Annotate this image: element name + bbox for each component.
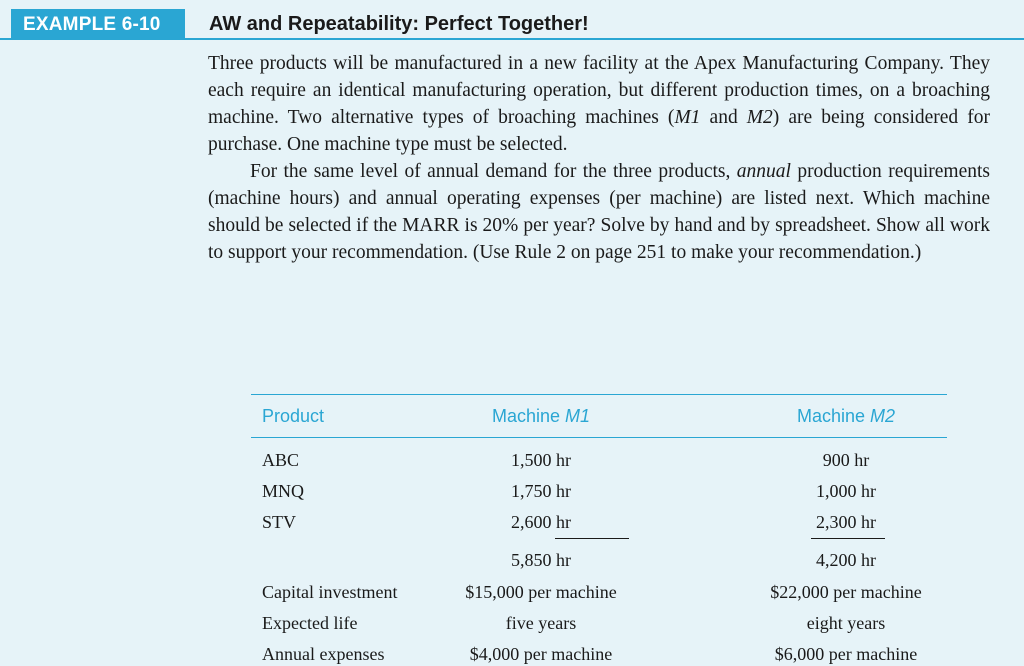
row-abc-m1: 1,500 hr: [511, 450, 571, 470]
table-head-rule: [251, 437, 947, 438]
paragraph-1-end: ) are being considered for purchase. One machine type must be selected.: [208, 107, 991, 155]
header-product: Product: [262, 406, 325, 426]
row-capital-label: Capital investment: [262, 582, 398, 602]
row-stv-m2: 2,300 hr: [816, 512, 876, 532]
row-mnq-m2: 1,000 hr: [816, 481, 876, 501]
total-m1: 5,850 hr: [511, 550, 571, 570]
header-machine-m1: [441, 404, 641, 428]
row-expenses-label: Annual expenses: [262, 644, 385, 664]
row-stv-label: STV: [262, 512, 297, 532]
table-top-rule: [251, 394, 947, 395]
row-life-label: Expected life: [262, 613, 358, 633]
paragraph-1-text: Three products will be manufactured in a new facility at the Apex Manufacturing Company. They each require an identical manufacturing operation, but different production times, on a broaching machine. Two alternative types of broaching machines (: [208, 53, 990, 128]
header-m2-prefix: Machine: [796, 406, 871, 426]
example-badge: EXAMPLE 6-10: [11, 9, 185, 40]
machine-m1-ref: M1: [674, 107, 701, 128]
row-abc-label: ABC: [262, 450, 300, 470]
sum-rule-m1: [555, 538, 629, 539]
row-mnq-m1: 1,750 hr: [511, 481, 571, 501]
annual-emphasis: annual: [736, 161, 791, 182]
header-m1-name: M1: [565, 406, 591, 426]
and-text: and: [700, 107, 747, 128]
problem-statement: [208, 50, 990, 266]
row-capital-m1: $15,000 per machine: [465, 582, 617, 602]
total-m2: 4,200 hr: [816, 550, 876, 570]
sum-rule-m2: [811, 538, 885, 539]
row-abc-m2: 900 hr: [822, 450, 870, 470]
row-life-m1: five years: [505, 613, 577, 633]
example-title: AW and Repeatability: Perfect Together!: [209, 13, 589, 35]
row-expenses-m1: $4,000 per machine: [469, 644, 613, 664]
row-capital-m2: $22,000 per machine: [770, 582, 922, 602]
machine-m2-ref: M2: [746, 107, 773, 128]
header-machine-m2: [746, 404, 946, 428]
row-expenses-m2: $6,000 per machine: [774, 644, 918, 664]
header-m1-prefix: Machine: [491, 406, 566, 426]
paragraph-2-start: For the same level of annual demand for the three products,: [250, 161, 737, 182]
header-m2-name: M2: [870, 406, 896, 426]
row-life-m2: eight years: [806, 613, 886, 633]
row-mnq-label: MNQ: [262, 481, 305, 501]
paragraph-1: [208, 50, 990, 158]
row-stv-m1: 2,600 hr: [511, 512, 571, 532]
paragraph-2-end: production requirements (machine hours) and annual operating expenses (per machine) are listed next. Which machine should be selected if the MARR is 20% per year? Solve by hand and by spreadsheet. Show all work to support your recommendation. (Use Rule 2 on page 251 to make your recommendation.): [208, 161, 990, 263]
paragraph-2: [208, 158, 990, 266]
